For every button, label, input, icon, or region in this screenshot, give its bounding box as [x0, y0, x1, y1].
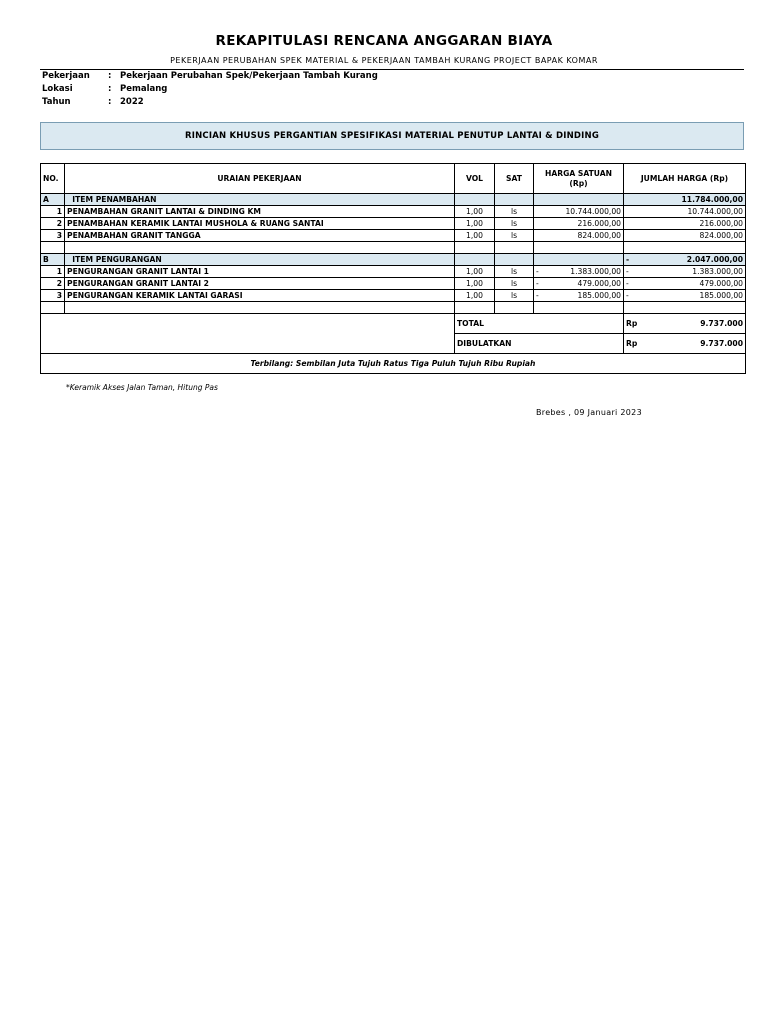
minus-sign: - [536, 279, 539, 288]
table-header-row [41, 164, 746, 194]
minus-sign: - [536, 267, 539, 276]
row-harga [534, 290, 624, 302]
table-row [41, 278, 746, 290]
row-uraian: PENAMBAHAN GRANIT LANTAI & DINDING KM [65, 206, 455, 218]
section-row-b [41, 254, 746, 266]
header-divider [40, 69, 744, 70]
table-row [41, 218, 746, 230]
row-uraian: PENGURANGAN KERAMIK LANTAI GARASI [65, 290, 455, 302]
table-row [41, 290, 746, 302]
row-jumlah [624, 278, 746, 290]
row-jumlah: 824.000,00 [624, 230, 746, 242]
currency-label: Rp [626, 339, 638, 348]
rounded-row [41, 334, 746, 354]
document-title: REKAPITULASI RENCANA ANGGARAN BIAYA [215, 33, 553, 49]
section-title-text: ITEM PENAMBAHAN [72, 195, 157, 204]
row-no: 2 [41, 278, 65, 290]
budget-table [40, 163, 746, 374]
minus-sign: - [626, 255, 630, 264]
col-header-harga [534, 164, 624, 194]
row-harga-value: 1.383.000,00 [570, 267, 621, 276]
row-jumlah-value: 1.383.000,00 [692, 267, 743, 276]
minus-sign: - [536, 291, 539, 300]
section-code: B [41, 254, 65, 266]
row-vol: 1,00 [455, 230, 495, 242]
section-title-text: ITEM PENGURANGAN [72, 255, 162, 264]
col-header-uraian: URAIAN PEKERJAAN [65, 164, 455, 194]
minus-sign: - [626, 267, 629, 276]
rounded-label: DIBULATKAN [455, 334, 624, 354]
col-header-vol: VOL [455, 164, 495, 194]
col-header-no: NO. [41, 164, 65, 194]
row-jumlah-value: 479.000,00 [699, 279, 743, 288]
total-value: 9.737.000 [700, 319, 743, 328]
minus-sign: - [626, 279, 629, 288]
rounded-value: 9.737.000 [700, 339, 743, 348]
row-harga-value: 479.000,00 [577, 279, 621, 288]
info-label: Pekerjaan [42, 71, 90, 81]
info-colon: : [108, 97, 112, 107]
info-value: 2022 [120, 97, 144, 107]
blank-row [41, 242, 746, 254]
info-colon: : [108, 84, 112, 94]
section-title [65, 254, 455, 266]
row-jumlah [624, 266, 746, 278]
place-date: Brebes , 09 Januari 2023 [536, 408, 642, 417]
section-code: A [41, 194, 65, 206]
row-sat: ls [495, 278, 534, 290]
footnote: *Keramik Akses Jalan Taman, Hitung Pas [66, 383, 218, 392]
terbilang-row [41, 354, 746, 374]
row-sat: ls [495, 230, 534, 242]
total-label: TOTAL [455, 314, 624, 334]
row-harga: 216.000,00 [534, 218, 624, 230]
row-sat: ls [495, 206, 534, 218]
section-total [624, 254, 746, 266]
row-uraian: PENAMBAHAN GRANIT TANGGA [65, 230, 455, 242]
row-vol: 1,00 [455, 206, 495, 218]
row-sat: ls [495, 218, 534, 230]
row-vol: 1,00 [455, 266, 495, 278]
row-harga [534, 266, 624, 278]
col-header-jumlah: JUMLAH HARGA (Rp) [624, 164, 746, 194]
row-no: 2 [41, 218, 65, 230]
blank-row [41, 302, 746, 314]
row-harga-value: 185.000,00 [577, 291, 621, 300]
row-no: 3 [41, 290, 65, 302]
col-header-harga-line2: (Rp) [569, 178, 588, 188]
section-total: 11.784.000,00 [624, 194, 746, 206]
row-harga: 10.744.000,00 [534, 206, 624, 218]
currency-label: Rp [626, 319, 638, 328]
row-sat: ls [495, 290, 534, 302]
row-jumlah: 10.744.000,00 [624, 206, 746, 218]
document-subtitle: PEKERJAAN PERUBAHAN SPEK MATERIAL & PEKERJAAN TAMBAH KURANG PROJECT BAPAK KOMAR [170, 56, 598, 65]
rounded-value-cell [624, 334, 746, 354]
row-no: 1 [41, 206, 65, 218]
terbilang-text: Terbilang: Sembilan Juta Tujuh Ratus Tiga Puluh Tujuh Ribu Rupiah [41, 354, 746, 374]
table-row [41, 266, 746, 278]
row-harga [534, 278, 624, 290]
table-row [41, 206, 746, 218]
table-row [41, 230, 746, 242]
info-value: Pemalang [120, 84, 168, 94]
col-header-harga-line1: HARGA SATUAN [545, 168, 612, 178]
info-value: Pekerjaan Perubahan Spek/Pekerjaan Tambah Kurang [120, 71, 378, 81]
section-row-a [41, 194, 746, 206]
info-colon: : [108, 71, 112, 81]
row-vol: 1,00 [455, 290, 495, 302]
section-title [65, 194, 455, 206]
total-row [41, 314, 746, 334]
row-jumlah: 216.000,00 [624, 218, 746, 230]
row-sat: ls [495, 266, 534, 278]
col-header-sat: SAT [495, 164, 534, 194]
minus-sign: - [626, 291, 629, 300]
row-uraian: PENAMBAHAN KERAMIK LANTAI MUSHOLA & RUANG SANTAI [65, 218, 455, 230]
row-jumlah-value: 185.000,00 [699, 291, 743, 300]
row-vol: 1,00 [455, 278, 495, 290]
section-banner: RINCIAN KHUSUS PERGANTIAN SPESIFIKASI MATERIAL PENUTUP LANTAI & DINDING [40, 122, 744, 150]
section-total-value: 2.047.000,00 [686, 255, 743, 264]
row-uraian: PENGURANGAN GRANIT LANTAI 2 [65, 278, 455, 290]
total-value-cell [624, 314, 746, 334]
info-label: Lokasi [42, 84, 73, 94]
row-no: 3 [41, 230, 65, 242]
row-no: 1 [41, 266, 65, 278]
row-vol: 1,00 [455, 218, 495, 230]
row-uraian: PENGURANGAN GRANIT LANTAI 1 [65, 266, 455, 278]
info-label: Tahun [42, 97, 71, 107]
row-harga: 824.000,00 [534, 230, 624, 242]
row-jumlah [624, 290, 746, 302]
